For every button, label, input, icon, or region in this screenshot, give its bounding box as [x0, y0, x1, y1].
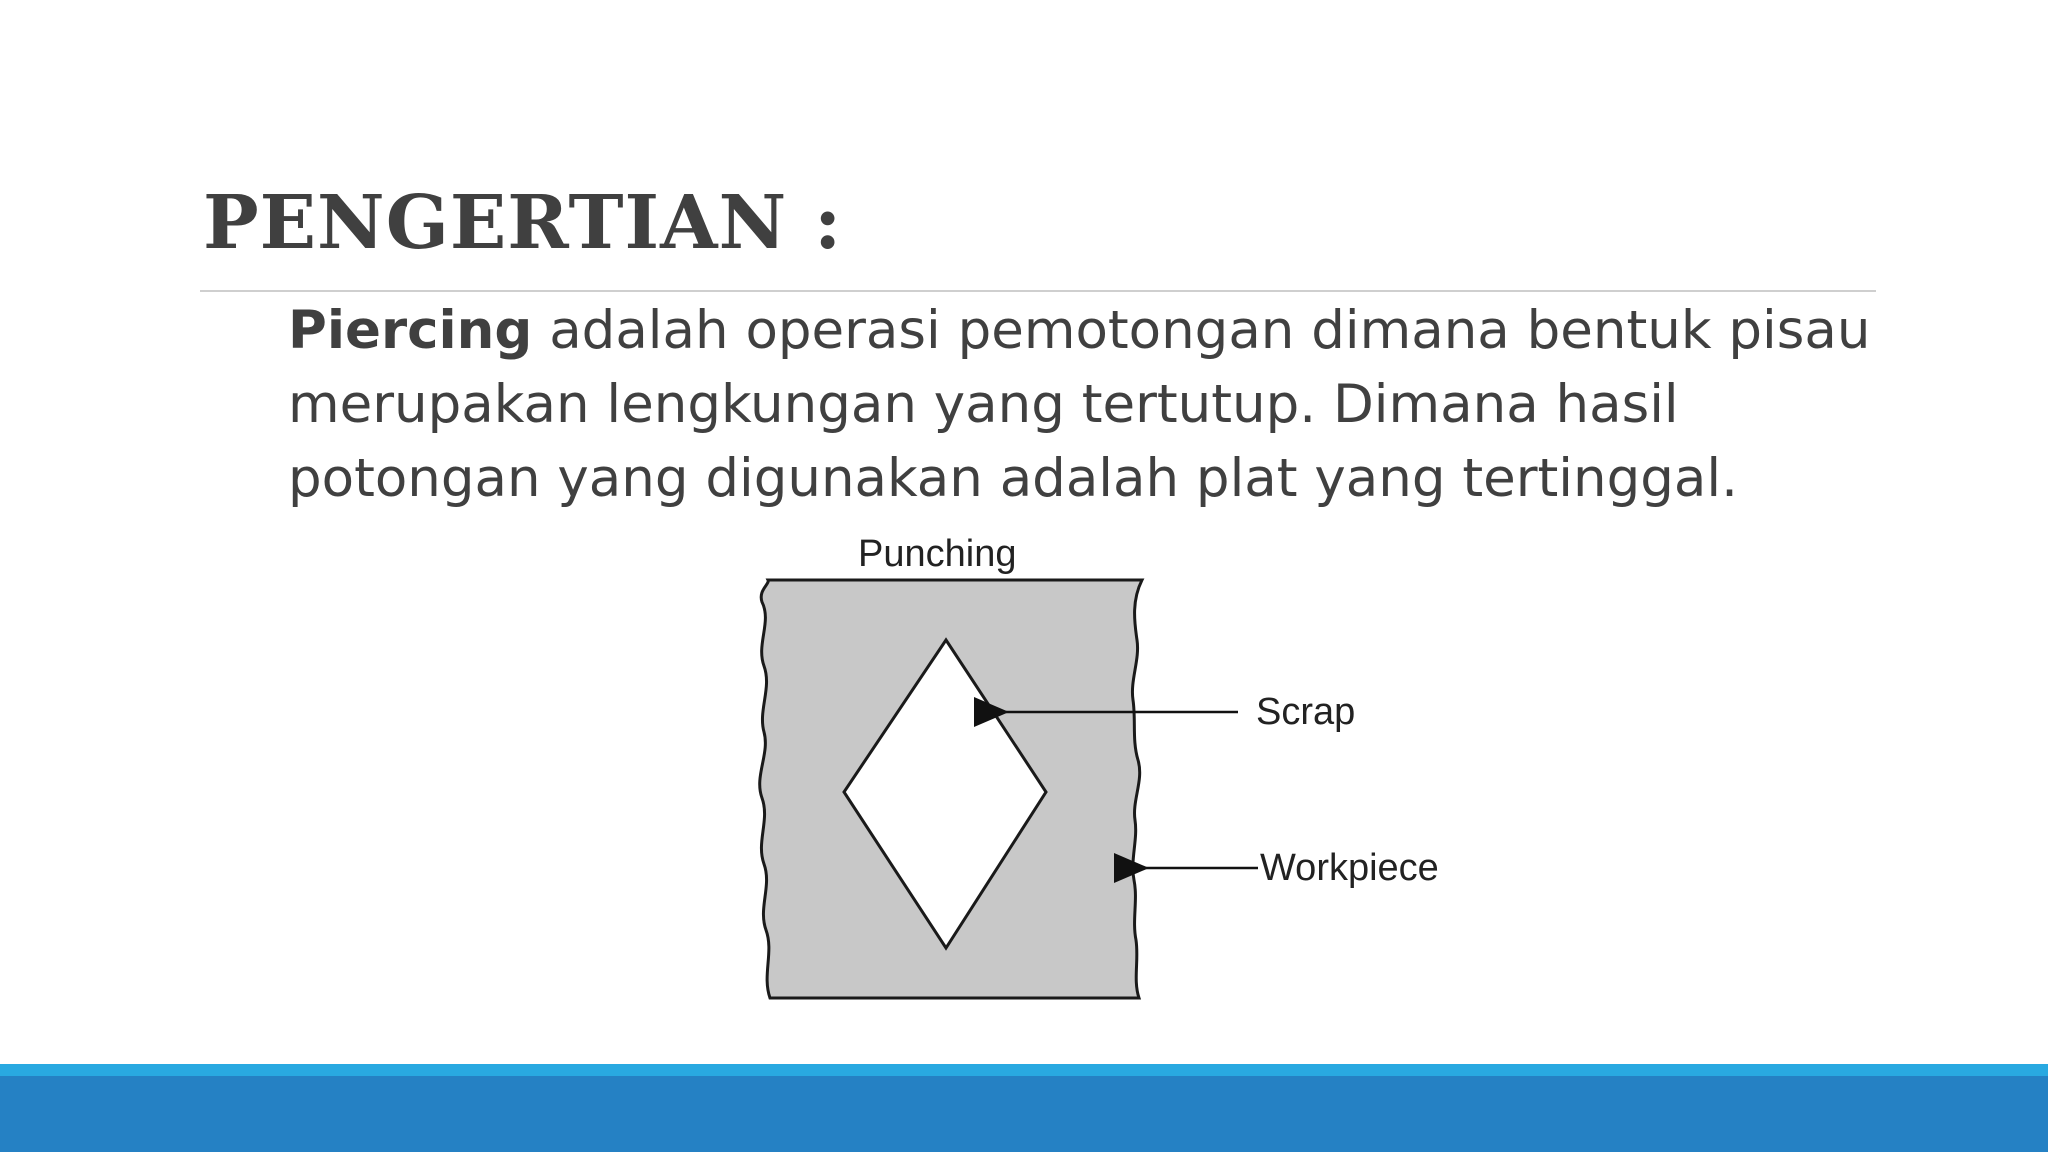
definition-line-1 [288, 294, 1938, 368]
scrap-label: Scrap [1256, 691, 1356, 733]
footer-bar [0, 1076, 2048, 1152]
title-divider [200, 290, 1876, 292]
workpiece-label: Workpiece [1260, 847, 1439, 889]
piercing-diagram [740, 520, 1500, 1030]
slide-title: PENGERTIAN : [203, 180, 843, 266]
definition-line-2: merupakan lengkungan yang tertutup. Dimana hasil [288, 374, 1679, 435]
definition-line-1-text: adalah operasi pemotongan dimana bentuk pisau [532, 300, 1871, 361]
definition-paragraph [288, 294, 1938, 516]
footer-accent-bar [0, 1064, 2048, 1076]
definition-line-3: potongan yang digunakan adalah plat yang tertinggal. [288, 448, 1738, 509]
punching-label: Punching [858, 533, 1017, 575]
definition-term: Piercing [288, 300, 533, 361]
